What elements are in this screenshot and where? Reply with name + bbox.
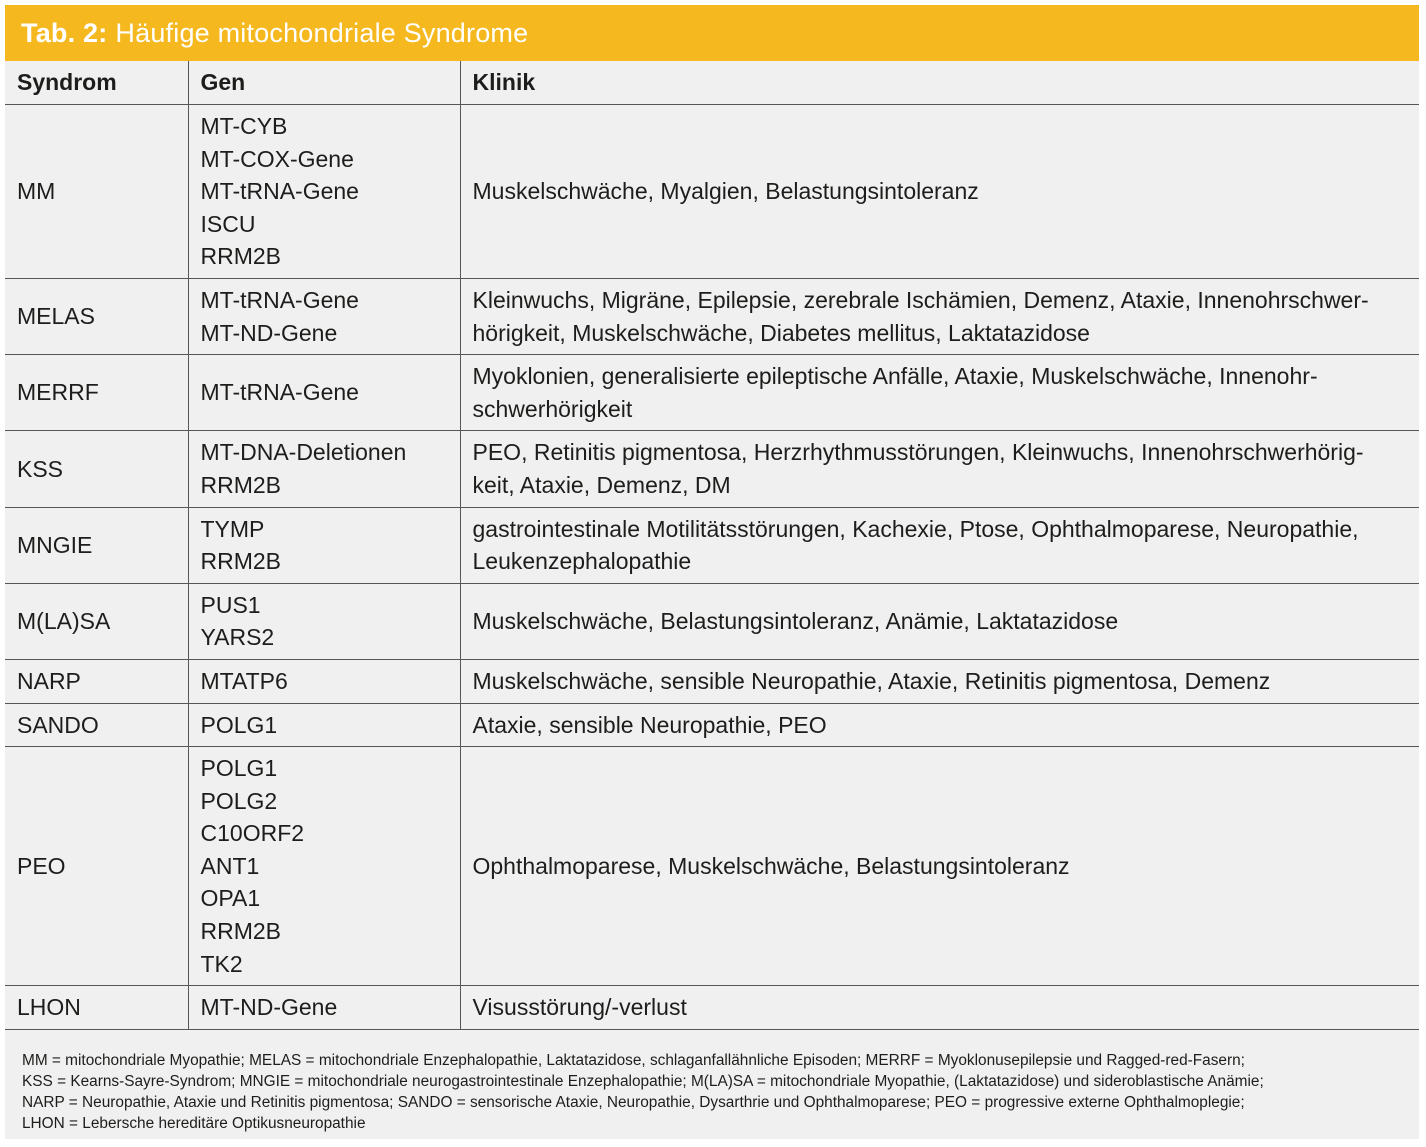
klinik-cell: Ophthalmoparese, Muskelschwäche, Belastungsintoleranz — [460, 747, 1419, 986]
klinik-cell: Ataxie, sensible Neuropathie, PEO — [460, 703, 1419, 747]
syndrom-cell: KSS — [5, 431, 188, 507]
gene-name: ANT1 — [200, 852, 260, 879]
table-row — [5, 507, 1419, 583]
gene-name: RRM2B — [200, 471, 282, 498]
gen-cell — [188, 105, 460, 279]
table-row — [5, 583, 1419, 659]
gen-cell — [188, 431, 460, 507]
gene-name: RRM2B — [200, 918, 282, 945]
abbreviations-footnote — [5, 1030, 1419, 1134]
gene-name: PUS1 — [200, 591, 261, 618]
gene-name: OPA1 — [200, 885, 261, 912]
table-header-row — [5, 61, 1419, 105]
gene-name: ISCU — [200, 210, 256, 237]
gen-cell — [188, 583, 460, 659]
table-row — [5, 431, 1419, 507]
syndrom-cell: M(LA)SA — [5, 583, 188, 659]
gene-name: MT-CYB — [200, 113, 288, 139]
gene-name: MT-tRNA-Gene — [200, 379, 359, 406]
gen-cell — [188, 703, 460, 747]
gene-name: POLG1 — [200, 755, 278, 782]
table-row — [5, 986, 1419, 1030]
klinik-cell: Muskelschwäche, Myalgien, Belastungsintoleranz — [460, 105, 1419, 279]
gene-name: MT-DNA-Deletionen — [200, 439, 407, 466]
footnote-line: NARP = Neuropathie, Ataxie und Retinitis pigmentosa; SANDO = sensorische Ataxie, Neuropathie, Dysarthrie und Ophthalmoparese; PEO = progressive externe Ophthalmoplegie; — [22, 1093, 1245, 1111]
table-title: Häufige mitochondriale Syndrome — [115, 17, 529, 48]
syndrom-cell: PEO — [5, 747, 188, 986]
syndrom-cell: NARP — [5, 659, 188, 703]
syndrom-cell: SANDO — [5, 703, 188, 747]
gen-cell — [188, 355, 460, 431]
syndrom-cell: MELAS — [5, 278, 188, 354]
table-row — [5, 703, 1419, 747]
footnote-line: LHON = Lebersche hereditäre Optikusneuropathie — [22, 1114, 366, 1132]
footnote-line: MM = mitochondriale Myopathie; MELAS = mitochondriale Enzephalopathie, Laktatazidose, schlaganfallähnliche Episoden; MERRF = Myoklonusepilepsie und Ragged-red-Fasern; — [22, 1051, 1245, 1069]
gene-name: MT-tRNA-Gene — [200, 286, 359, 313]
gen-cell — [188, 747, 460, 986]
gene-name: TYMP — [200, 515, 265, 542]
table-body — [5, 105, 1419, 1030]
table-row — [5, 659, 1419, 703]
gen-cell — [188, 507, 460, 583]
gene-name: MT-tRNA-Gene — [200, 178, 359, 205]
syndrom-cell: MNGIE — [5, 507, 188, 583]
gene-name: RRM2B — [200, 548, 282, 575]
klinik-cell: Visusstörung/-verlust — [460, 986, 1419, 1030]
gene-name: MTATP6 — [200, 667, 288, 694]
syndrom-cell: LHON — [5, 986, 188, 1030]
column-header-syndrom: Syndrom — [5, 61, 188, 105]
klinik-cell: Myoklonien, generalisierte epileptische Anfälle, Ataxie, Muskelschwäche, Innenohrschwerhörigkeit — [460, 355, 1419, 431]
klinik-cell: Muskelschwäche, sensible Neuropathie, Ataxie, Retinitis pigmentosa, Demenz — [460, 659, 1419, 703]
gene-name: RRM2B — [200, 243, 282, 270]
syndrom-cell: MERRF — [5, 355, 188, 431]
syndrom-cell: MM — [5, 105, 188, 279]
klinik-cell: Muskelschwäche, Belastungsintoleranz, Anämie, Laktatazidose — [460, 583, 1419, 659]
gene-name: C10ORF2 — [200, 820, 305, 847]
gene-name: MT-COX-Gene — [200, 145, 354, 172]
syndrome-table — [5, 61, 1419, 1030]
table-panel — [5, 5, 1419, 1139]
klinik-cell: Kleinwuchs, Migräne, Epilepsie, zerebrale Ischämien, Demenz, Ataxie, Innenohrschwerhörigkeit, Muskelschwäche, Diabetes mellitus, Laktatazidose — [460, 278, 1419, 354]
table-row — [5, 278, 1419, 354]
gene-name: MT-ND-Gene — [200, 319, 338, 346]
column-header-klinik: Klinik — [460, 61, 1419, 105]
footnote-line: KSS = Kearns-Sayre-Syndrom; MNGIE = mitochondriale neurogastrointestinale Enzephalopathie; M(LA)SA = mitochondriale Myopathie, (Laktatazidose) und sideroblastische Anämie; — [22, 1072, 1264, 1090]
gen-cell — [188, 986, 460, 1030]
table-row — [5, 355, 1419, 431]
klinik-cell: PEO, Retinitis pigmentosa, Herzrhythmusstörungen, Kleinwuchs, Innenohrschwerhörigkeit, Ataxie, Demenz, DM — [460, 431, 1419, 507]
table-title-bar — [5, 5, 1419, 61]
gene-name: POLG2 — [200, 787, 278, 814]
gen-cell — [188, 278, 460, 354]
gene-name: YARS2 — [200, 624, 275, 651]
gene-name: MT-ND-Gene — [200, 994, 338, 1021]
table-number: Tab. 2: — [21, 17, 108, 48]
gen-cell — [188, 659, 460, 703]
table-row — [5, 105, 1419, 279]
gene-name: POLG1 — [200, 711, 278, 738]
table-row — [5, 747, 1419, 986]
klinik-cell: gastrointestinale Motilitätsstörungen, Kachexie, Ptose, Ophthalmoparese, Neuropathie, Leukenzephalopathie — [460, 507, 1419, 583]
gene-name: TK2 — [200, 950, 243, 977]
column-header-gen: Gen — [188, 61, 460, 105]
